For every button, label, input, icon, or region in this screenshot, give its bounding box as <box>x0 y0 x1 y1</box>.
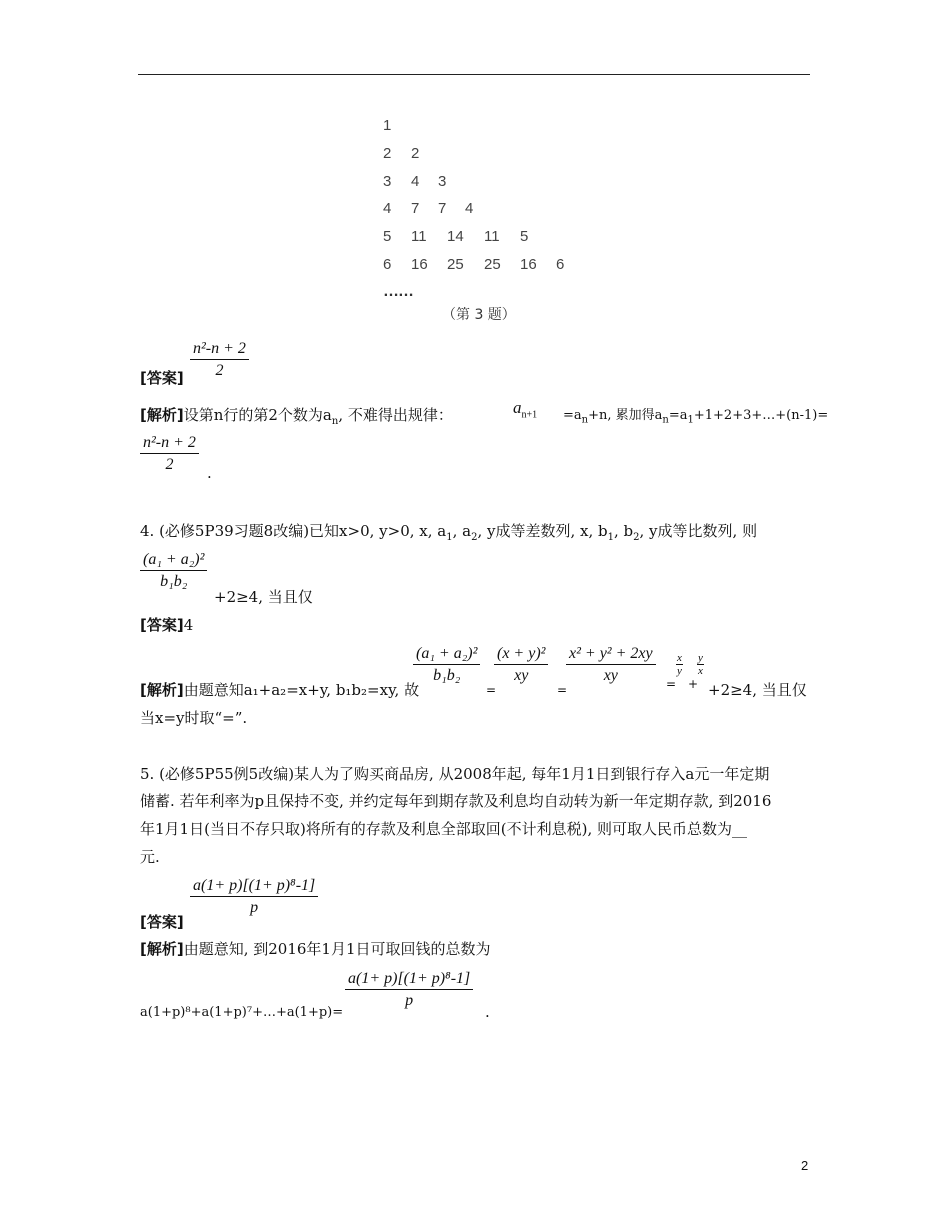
fraction-numerator: a(1+ p)[(1+ p)⁸-1] <box>345 970 473 990</box>
q4-fraction-1 <box>413 645 480 685</box>
triangle-cell: 5 <box>520 228 529 245</box>
q5-period: . <box>485 1003 490 1021</box>
q4-stem: 4. (必修5P39习题8改编)已知x>0, y>0, x, $a_1$, $a_2$, y成等差数列, x, $b_1$, $b_2$, y成等比数列, 则 <box>140 522 758 543</box>
triangle-cell: 7 <box>411 200 420 217</box>
q4-analysis-line2: 当x=y时取“=”. <box>140 709 248 727</box>
equals-sign: = <box>486 683 497 697</box>
triangle-cell: 25 <box>447 256 464 273</box>
fraction-numerator: n²-n + 2 <box>140 434 199 454</box>
q5-analysis: [解析]由题意知, 到2016年1月1日可取回钱的总数为 <box>140 940 491 958</box>
q4-stem-tail: +2≥4, 当且仅 <box>214 588 313 606</box>
q4-stem-fraction <box>140 551 207 591</box>
triangle-cell: 4 <box>383 200 392 217</box>
q3-recurrence-tail: $=a_n+n$, 累加得$a_n=a_1+1+2+3+\dots+(n-1)=$ <box>563 408 829 426</box>
fraction-denominator: 2 <box>165 456 174 473</box>
triangle-cell: 4 <box>411 173 420 190</box>
q5-stem-line: 储蓄. 若年利率为p且保持不变, 并约定每年到期存款及利息均自动转为新一年定期存款, 到2016 <box>140 792 772 810</box>
equals-sign: = <box>557 683 568 697</box>
page-number: 2 <box>801 1158 809 1173</box>
analysis-label: [解析] <box>140 681 184 699</box>
q4-mini-fraction-x-over-y: $\frac{x}{y}$ <box>677 652 682 677</box>
triangle-cell: 6 <box>556 256 565 273</box>
triangle-cell: 2 <box>383 145 392 162</box>
q4-analysis: [解析]由题意知a₁+a₂=x+y, b₁b₂=xy, 故 <box>140 681 420 699</box>
q4-answer <box>140 614 193 635</box>
q5-sum-expression: a(1+p)⁸+a(1+p)⁷+…+a(1+p)= <box>140 1005 344 1020</box>
fraction-denominator: p <box>405 992 414 1009</box>
q3-analysis: [解析]设第n行的第2个数为$a_n$, 不难得出规律： <box>140 406 453 427</box>
q5-stem-line: 年1月1日(当日不存只取)将所有的存款及利息全部取回(不计利息税), 则可取人民币总数为__ <box>140 820 748 838</box>
fraction-numerator: (a₁ + a₂)² <box>413 645 480 665</box>
triangle-cell: 4 <box>465 200 474 217</box>
fraction-denominator: xy <box>603 667 618 684</box>
equals-sign: = <box>666 677 677 691</box>
q3-result-fraction <box>140 434 199 474</box>
fraction-numerator: n²-n + 2 <box>190 340 249 360</box>
triangle-cell: 3 <box>438 173 447 190</box>
triangle-cell: 11 <box>411 228 427 245</box>
fraction-numerator: x² + y² + 2xy <box>566 645 656 665</box>
analysis-label: [解析] <box>140 940 184 958</box>
fraction-numerator: (x + y)² <box>494 645 548 665</box>
triangle-cell: 7 <box>438 200 447 217</box>
q4-analysis-tail: +2≥4, 当且仅 <box>708 681 807 699</box>
q4-fraction-2 <box>494 645 548 685</box>
answer-value: 4 <box>183 616 194 634</box>
fraction-numerator: (a₁ + a₂)² <box>140 551 207 571</box>
triangle-cell: 16 <box>411 256 428 273</box>
analysis-label: [解析] <box>140 406 184 424</box>
figure-caption: （第 3 题） <box>442 307 516 323</box>
triangle-cell: 14 <box>447 228 464 245</box>
fraction-denominator: xy <box>514 667 529 684</box>
triangle-cell: 25 <box>484 256 501 273</box>
triangle-cell: 16 <box>520 256 537 273</box>
triangle-ellipsis: …… <box>383 283 413 300</box>
fraction-denominator: b₁b₂ <box>433 667 461 684</box>
q5-result-fraction <box>345 970 473 1010</box>
triangle-cell: 3 <box>383 173 392 190</box>
q3-recurrence-term: $a_{n+1}$ <box>513 398 538 421</box>
fraction-denominator: p <box>250 899 259 916</box>
q4-fraction-3 <box>566 645 656 685</box>
plus-sign: + <box>688 677 699 691</box>
q3-period: . <box>207 464 212 482</box>
q5-stem-line: 元. <box>140 848 160 866</box>
q5-answer-fraction <box>190 877 318 917</box>
triangle-cell: 5 <box>383 228 392 245</box>
answer-label: [答案] <box>140 616 184 634</box>
triangle-cell: 2 <box>411 145 420 162</box>
header-rule <box>138 74 810 75</box>
q5-stem-line: 5. (必修5P55例5改编)某人为了购买商品房, 从2008年起, 每年1月1日到银行存入a元一年定期 <box>140 765 770 783</box>
q3-answer-label: [答案] <box>140 369 184 387</box>
fraction-denominator: 2 <box>215 362 224 379</box>
triangle-cell: 11 <box>484 228 500 245</box>
q3-answer-fraction <box>190 340 249 380</box>
fraction-numerator: a(1+ p)[(1+ p)⁸-1] <box>190 877 318 897</box>
fraction-denominator: b₁b₂ <box>160 573 188 590</box>
triangle-cell: 6 <box>383 256 392 273</box>
q5-answer-label: [答案] <box>140 913 184 931</box>
triangle-cell: 1 <box>383 117 392 134</box>
q4-mini-fraction-y-over-x: $\frac{y}{x}$ <box>698 652 703 677</box>
